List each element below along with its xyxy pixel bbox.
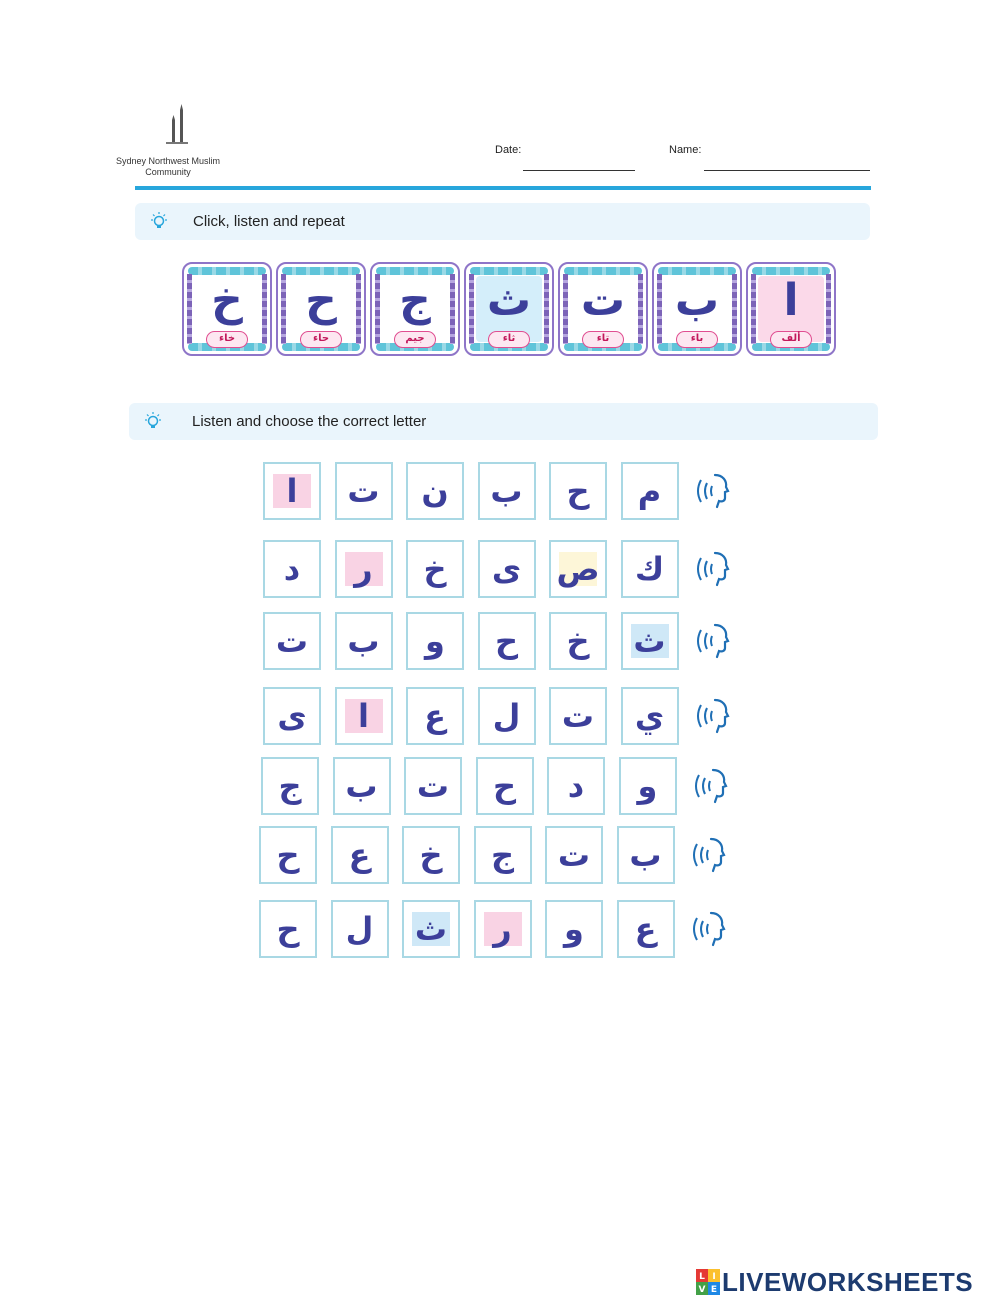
letter-choice-cell[interactable] [402, 900, 460, 958]
name-label: Name: [669, 144, 702, 156]
letter-choice-cell[interactable] [331, 826, 389, 884]
letter-glyph: ب [345, 767, 378, 805]
speaking-head-icon[interactable] [689, 909, 729, 949]
letter-choice-cell[interactable] [474, 826, 532, 884]
card-letter: ح [305, 275, 337, 326]
card-ta[interactable] [558, 262, 648, 356]
card-letter-name: ألف [770, 331, 812, 348]
instruction-text-2: Listen and choose the correct letter [192, 413, 427, 430]
letter-glyph: ا [358, 697, 369, 735]
letter-choice-cell[interactable] [474, 900, 532, 958]
card-letter-name: خاء [206, 331, 248, 348]
letter-glyph: خ [423, 550, 447, 588]
svg-text:E: E [710, 1285, 718, 1295]
card-letter: ت [580, 275, 626, 326]
letter-choice-cell[interactable] [478, 612, 536, 670]
lightbulb-icon [149, 211, 169, 231]
card-tha[interactable] [464, 262, 554, 356]
speaking-head-icon[interactable] [693, 549, 733, 589]
letter-choice-cell[interactable] [406, 612, 464, 670]
letter-choice-cell[interactable] [621, 612, 679, 670]
card-letter-name: باء [676, 331, 718, 348]
letter-glyph: ى [277, 697, 307, 735]
letter-glyph: ب [347, 622, 380, 660]
letter-glyph: ح [276, 836, 300, 874]
letter-glyph: ع [634, 910, 657, 948]
letter-glyph: ت [557, 836, 591, 874]
letter-choice-cell[interactable] [335, 462, 393, 520]
name-field[interactable] [704, 170, 870, 171]
card-frame [470, 267, 548, 275]
letter-glyph: ع [424, 697, 446, 735]
date-field[interactable] [523, 170, 635, 171]
letter-choice-cell[interactable] [259, 826, 317, 884]
letter-choice-cell[interactable] [263, 687, 321, 745]
header-divider [135, 186, 871, 190]
letter-choice-cell[interactable] [549, 540, 607, 598]
letter-choice-cell[interactable] [263, 612, 321, 670]
letter-glyph: ل [492, 697, 521, 735]
card-kha[interactable] [182, 262, 272, 356]
card-frame [564, 267, 642, 275]
letter-glyph: ا [286, 472, 298, 510]
letter-choice-cell[interactable] [621, 540, 679, 598]
letter-choice-cell[interactable] [549, 687, 607, 745]
letter-glyph: و [564, 910, 584, 948]
letter-glyph: ل [345, 910, 374, 948]
card-jim[interactable] [370, 262, 460, 356]
letter-choice-cell[interactable] [478, 462, 536, 520]
letter-choice-cell[interactable] [619, 757, 677, 815]
card-letter-name: حاء [300, 331, 342, 348]
letter-glyph: ث [633, 622, 666, 660]
letter-choice-cell[interactable] [547, 757, 605, 815]
letter-choice-cell[interactable] [404, 757, 462, 815]
letter-glyph: خ [419, 836, 443, 874]
letter-glyph: و [425, 622, 445, 660]
letter-choice-cell[interactable] [617, 826, 675, 884]
card-frame [658, 267, 736, 275]
speaking-head-icon[interactable] [693, 471, 733, 511]
card-ha[interactable] [276, 262, 366, 356]
letter-choice-cell[interactable] [263, 462, 321, 520]
card-letter-name: تاء [582, 331, 624, 348]
letter-glyph: و [637, 767, 658, 805]
letter-glyph: ت [347, 472, 380, 510]
letter-glyph: ح [276, 910, 300, 948]
letter-glyph: ى [491, 550, 522, 588]
brand-text: LIVEWORKSHEETS [722, 1267, 974, 1297]
letter-glyph: ن [421, 472, 449, 510]
card-letter-name: ثاء [488, 331, 530, 348]
card-letter: ج [399, 275, 431, 326]
letter-glyph: ت [275, 622, 309, 660]
card-frame [282, 267, 360, 275]
letter-choice-cell[interactable] [263, 540, 321, 598]
date-label: Date: [495, 144, 522, 156]
instruction-bar-1 [135, 203, 870, 240]
card-frame [752, 267, 830, 275]
letter-choice-cell[interactable] [621, 687, 679, 745]
letter-glyph: ر [354, 550, 373, 588]
instruction-bar-2 [129, 403, 878, 440]
letter-choice-cell[interactable] [402, 826, 460, 884]
letter-glyph: ح [492, 767, 517, 805]
letter-choice-cell[interactable] [545, 826, 603, 884]
letter-choice-cell[interactable] [335, 687, 393, 745]
letter-glyph: ك [634, 550, 665, 588]
community-logo [108, 100, 228, 185]
letter-glyph: ب [490, 472, 523, 510]
letter-choice-cell[interactable] [331, 900, 389, 958]
speaking-head-icon[interactable] [693, 621, 733, 661]
letter-choice-cell[interactable] [406, 462, 464, 520]
svg-text:L: L [699, 1272, 705, 1282]
letter-glyph: ص [556, 550, 600, 588]
letter-choice-cell[interactable] [478, 540, 536, 598]
letter-choice-cell[interactable] [621, 462, 679, 520]
card-letter: ا [783, 275, 799, 326]
svg-text:I: I [712, 1272, 716, 1282]
letter-choice-cell[interactable] [406, 687, 464, 745]
card-letter: ب [674, 275, 720, 326]
svg-text:V: V [698, 1285, 706, 1295]
live-badge-icon [696, 1269, 720, 1295]
letter-choice-cell[interactable] [617, 900, 675, 958]
letter-glyph: د [283, 550, 301, 588]
letter-glyph: م [637, 472, 662, 510]
letter-choice-cell[interactable] [333, 757, 391, 815]
speaking-head-icon[interactable] [693, 696, 733, 736]
liveworksheets-brand [696, 1266, 996, 1300]
letter-glyph: خ [566, 622, 590, 660]
letter-choice-cell[interactable] [549, 462, 607, 520]
card-letter: ث [486, 275, 532, 326]
logo-caption: Sydney Northwest Muslim Community [115, 156, 221, 177]
card-letter: خ [211, 275, 243, 326]
letter-glyph: ح [494, 622, 519, 660]
letter-choice-cell[interactable] [476, 757, 534, 815]
letter-choice-grid [258, 460, 738, 970]
letter-choice-cell[interactable] [549, 612, 607, 670]
letter-glyph: ب [629, 836, 662, 874]
card-alif[interactable] [746, 262, 836, 356]
alphabet-cards [180, 262, 840, 358]
letter-choice-cell[interactable] [406, 540, 464, 598]
letter-glyph: ر [493, 910, 512, 948]
card-frame [188, 267, 266, 275]
letter-choice-cell[interactable] [545, 900, 603, 958]
letter-glyph: ت [561, 697, 595, 735]
lightbulb-icon [143, 411, 163, 431]
letter-glyph: ح [566, 472, 590, 510]
letter-glyph: ث [414, 910, 448, 948]
card-ba[interactable] [652, 262, 742, 356]
letter-choice-cell[interactable] [259, 900, 317, 958]
letter-choice-cell[interactable] [335, 612, 393, 670]
letter-glyph: ج [278, 767, 302, 805]
letter-glyph: ي [634, 697, 665, 735]
letter-glyph: د [567, 767, 585, 805]
letter-glyph: ت [416, 767, 450, 805]
letter-choice-cell[interactable] [261, 757, 319, 815]
mosque-crescent-icon [136, 100, 196, 152]
card-letter-name: جيم [394, 331, 436, 348]
card-frame [376, 267, 454, 275]
letter-glyph: ج [490, 836, 515, 874]
speaking-head-icon[interactable] [689, 835, 729, 875]
letter-choice-cell[interactable] [478, 687, 536, 745]
letter-choice-cell[interactable] [335, 540, 393, 598]
letter-glyph: ع [348, 836, 371, 874]
speaking-head-icon[interactable] [691, 766, 731, 806]
instruction-text-1: Click, listen and repeat [193, 213, 345, 230]
